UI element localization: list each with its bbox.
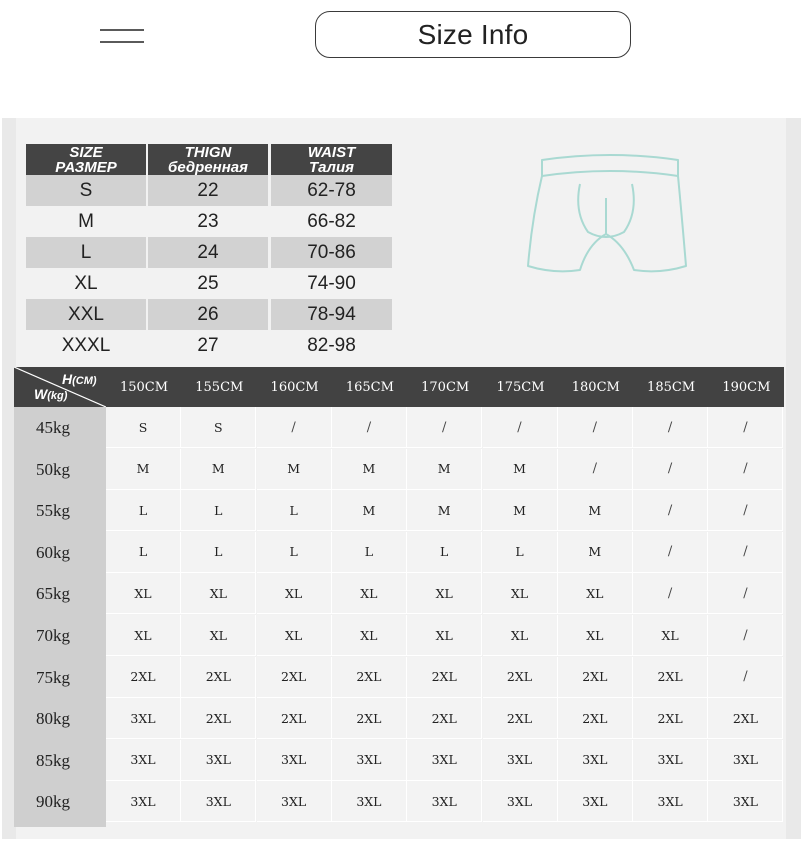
size-grid-cell: L — [257, 532, 332, 573]
table-row — [106, 781, 784, 823]
size-grid-cell: 3XL — [332, 781, 407, 822]
size-grid-cell: 2XL — [332, 657, 407, 698]
table-row — [106, 615, 784, 657]
size-grid-cell: 3XL — [483, 781, 558, 822]
size-table-row — [26, 268, 392, 299]
size-grid-cell: 3XL — [257, 740, 332, 781]
height-column-header: 155CM — [195, 379, 244, 395]
table-row — [106, 449, 784, 491]
weight-row-label: 60kg — [36, 542, 70, 562]
size-grid-cell: XL — [558, 573, 633, 614]
size-grid-cell: XL — [106, 615, 181, 656]
weight-row-label: 45kg — [36, 418, 70, 437]
size-grid-cell: / — [407, 407, 482, 448]
size-grid-cell: / — [558, 407, 633, 448]
size-grid-cell: / — [708, 449, 783, 490]
size-grid-cell: / — [708, 615, 783, 656]
size-grid-cell: 3XL — [106, 740, 181, 781]
size-grid-cell: M — [483, 490, 558, 531]
size-grid-cell: M — [558, 532, 633, 573]
thigh-cell: 22 — [148, 175, 268, 206]
thigh-cell: 25 — [197, 272, 219, 294]
page-title: Size Info — [315, 11, 631, 58]
height-column-header: 175CM — [496, 379, 545, 395]
size-grid-cell: 2XL — [181, 698, 256, 739]
size-grid-cell: L — [483, 532, 558, 573]
weight-column — [14, 407, 106, 827]
size-cell: XL — [74, 272, 98, 294]
size-grid-cell: 3XL — [483, 740, 558, 781]
height-axis-letter: H — [62, 371, 73, 387]
height-column-header: 185CM — [647, 379, 696, 395]
size-table-row — [26, 175, 392, 206]
size-grid-cell: 2XL — [257, 657, 332, 698]
weight-row-label: 50kg — [36, 459, 70, 479]
weight-axis-letter: W — [34, 386, 48, 402]
table-row — [106, 407, 784, 449]
size-grid-cell: 2XL — [633, 698, 708, 739]
size-grid-cell: 3XL — [708, 740, 783, 781]
thigh-cell: 23 — [197, 210, 219, 232]
height-column-header: 190CM — [722, 379, 771, 395]
thigh-header-en: THIGN — [184, 143, 232, 161]
weight-row-label: 80kg — [36, 709, 70, 729]
size-grid-cell: L — [332, 532, 407, 573]
size-grid-cell: / — [708, 407, 783, 448]
waist-cell: 82-98 — [307, 334, 356, 356]
weight-row-label: 55kg — [36, 501, 70, 521]
height-column-header: 170CM — [421, 379, 470, 395]
size-grid-cell: 3XL — [407, 740, 482, 781]
boxer-briefs-icon — [520, 148, 698, 290]
size-grid-cell: XL — [257, 615, 332, 656]
size-cell: XXL — [26, 299, 146, 330]
size-grid-cell: / — [633, 407, 708, 448]
size-grid-cell: L — [181, 490, 256, 531]
waist-cell: 74-90 — [307, 272, 356, 294]
size-grid-cell: L — [407, 532, 482, 573]
size-grid-cell: M — [332, 490, 407, 531]
size-grid-cell: XL — [181, 615, 256, 656]
waist-cell: 70-86 — [271, 237, 392, 268]
height-column-header: 165CM — [345, 379, 394, 395]
size-grid-cell: M — [407, 449, 482, 490]
size-grid-cell: L — [181, 532, 256, 573]
size-header-en: SIZE — [69, 143, 103, 161]
weight-axis-label — [34, 386, 67, 402]
weight-row-label: 75kg — [36, 667, 70, 687]
size-grid-cell: 2XL — [558, 698, 633, 739]
thigh-cell: 26 — [148, 299, 268, 330]
table-row — [106, 698, 784, 740]
size-grid-cell: XL — [483, 615, 558, 656]
size-grid-cell: / — [558, 449, 633, 490]
size-grid-cell: / — [633, 532, 708, 573]
table-row — [106, 740, 784, 782]
height-column-header: 180CM — [571, 379, 620, 395]
size-grid-cell: 2XL — [181, 657, 256, 698]
height-header-row — [14, 367, 784, 407]
size-grid-cell: L — [106, 532, 181, 573]
size-grid-cell: 3XL — [181, 781, 256, 822]
size-cell: XXXL — [61, 334, 111, 356]
size-table-header — [26, 144, 392, 175]
size-grid-cell: 3XL — [633, 781, 708, 822]
size-grid-cell: 2XL — [257, 698, 332, 739]
size-grid-cell: XL — [257, 573, 332, 614]
size-grid-cell: XL — [407, 573, 482, 614]
size-grid-cell: XL — [106, 573, 181, 614]
size-grid-cell: XL — [407, 615, 482, 656]
size-grid-cell: / — [708, 657, 783, 698]
height-column-header: 150CM — [119, 379, 169, 395]
size-grid-cell: XL — [483, 573, 558, 614]
size-grid-cell: M — [181, 449, 256, 490]
size-cell: M — [78, 210, 94, 232]
size-grid-cell: S — [181, 407, 256, 448]
size-grid-cell: 2XL — [407, 657, 482, 698]
table-row — [106, 490, 784, 532]
size-grid-cell: 3XL — [558, 781, 633, 822]
size-table-row — [26, 299, 392, 330]
waist-cell: 78-94 — [271, 299, 392, 330]
size-grid-cell: 2XL — [558, 657, 633, 698]
weight-axis-unit: (kg) — [47, 390, 68, 402]
size-grid-cell: XL — [181, 573, 256, 614]
size-grid-cell: M — [407, 490, 482, 531]
size-grid-cell: M — [257, 449, 332, 490]
size-grid-cell: XL — [558, 615, 633, 656]
size-grid-cell: / — [483, 407, 558, 448]
size-header-ru: РАЗМЕР — [55, 158, 117, 176]
size-cell: L — [26, 237, 146, 268]
size-header — [26, 144, 146, 175]
size-grid-cell: XL — [332, 573, 407, 614]
size-grid-cell: / — [633, 449, 708, 490]
height-column-header: 160CM — [270, 379, 319, 395]
table-row — [106, 532, 784, 574]
thigh-cell: 24 — [148, 237, 268, 268]
size-grid-cell: 2XL — [407, 698, 482, 739]
size-grid-cell: 3XL — [708, 781, 783, 822]
waist-cell: 62-78 — [271, 175, 392, 206]
size-grid-cell: 2XL — [708, 698, 783, 739]
size-grid-cell: 3XL — [633, 740, 708, 781]
weight-row-label: 70kg — [36, 626, 70, 645]
size-grid-cell: 3XL — [106, 698, 181, 739]
corner-cell — [14, 367, 106, 407]
menu-icon[interactable] — [100, 26, 146, 46]
size-grid-cell: / — [708, 490, 783, 531]
size-grid-cell: / — [708, 573, 783, 614]
thigh-cell: 27 — [197, 334, 219, 356]
size-grid-cell: M — [106, 449, 181, 490]
waist-header-en: WAIST — [307, 143, 356, 161]
size-grid-cell: S — [106, 407, 181, 448]
size-grid-cell: / — [708, 532, 783, 573]
thigh-header-ru: бедренная — [168, 158, 248, 176]
size-grid-cell: M — [483, 449, 558, 490]
height-axis-unit: (CM) — [72, 375, 97, 387]
weight-row-label: 85kg — [36, 750, 70, 770]
size-grid-cell: 3XL — [332, 740, 407, 781]
size-grid-cell: 3XL — [558, 740, 633, 781]
size-table-row — [26, 330, 392, 361]
size-grid-cell: / — [257, 407, 332, 448]
size-grid-cell: / — [332, 407, 407, 448]
waist-header — [271, 144, 392, 175]
size-grid-cell: 2XL — [483, 698, 558, 739]
size-grid-cell: / — [633, 573, 708, 614]
size-grid-cell: 2XL — [106, 657, 181, 698]
size-grid-cell: / — [633, 490, 708, 531]
size-grid-cell: 3XL — [257, 781, 332, 822]
size-grid-cell: XL — [633, 615, 708, 656]
size-grid-cell: 3XL — [407, 781, 482, 822]
size-grid-cell: M — [332, 449, 407, 490]
size-grid-cell: M — [558, 490, 633, 531]
size-grid-cell: 2XL — [483, 657, 558, 698]
height-axis-label — [62, 371, 97, 387]
table-row — [106, 573, 784, 615]
waist-header-ru: Талия — [308, 158, 354, 176]
size-grid-cell: 3XL — [106, 781, 181, 822]
size-grid-cell: L — [106, 490, 181, 531]
size-grid-cell: 2XL — [633, 657, 708, 698]
weight-row-label: 65kg — [36, 584, 70, 604]
size-grid — [14, 407, 784, 827]
size-grid-cell: L — [257, 490, 332, 531]
size-grid-cell: 2XL — [332, 698, 407, 739]
size-cell: S — [26, 175, 146, 206]
weight-row-label: 90kg — [36, 792, 70, 812]
size-table-row — [26, 237, 392, 268]
size-grid-cell: XL — [332, 615, 407, 656]
waist-cell: 66-82 — [307, 210, 356, 232]
table-row — [106, 657, 784, 699]
thigh-header — [148, 144, 268, 175]
size-grid-cell: 3XL — [181, 740, 256, 781]
size-table-row — [26, 206, 392, 237]
